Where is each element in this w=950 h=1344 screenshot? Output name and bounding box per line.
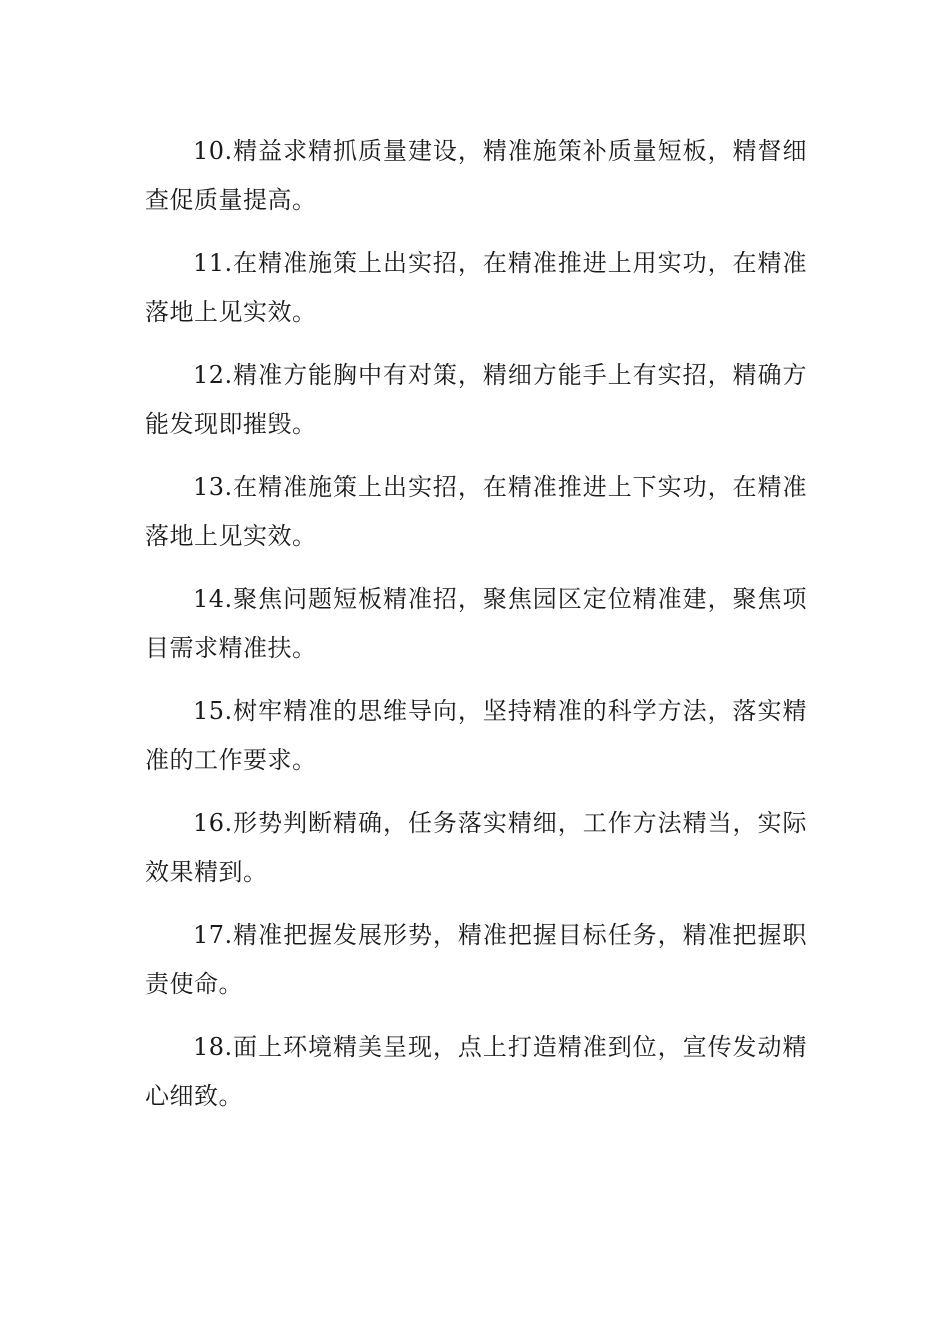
paragraph-number: 13. <box>193 473 233 501</box>
paragraph-18 <box>145 1023 807 1121</box>
paragraph-number: 10. <box>193 137 233 165</box>
paragraph-number: 15. <box>193 697 233 725</box>
paragraph-text: 树牢精准的思维导向，坚持精准的科学方法，落实精准的工作要求。 <box>145 697 807 774</box>
paragraph-text: 在精准施策上出实招，在精准推进上下实功，在精准落地上见实效。 <box>145 473 807 550</box>
paragraph-text: 面上环境精美呈现，点上打造精准到位，宣传发动精心细致。 <box>145 1033 807 1110</box>
paragraph-text: 精益求精抓质量建设，精准施策补质量短板，精督细查促质量提高。 <box>145 137 807 214</box>
paragraph-text: 精准方能胸中有对策，精细方能手上有实招，精确方能发现即摧毁。 <box>145 361 807 438</box>
paragraph-text: 聚焦问题短板精准招，聚焦园区定位精准建，聚焦项目需求精准扶。 <box>145 585 807 662</box>
paragraph-text: 在精准施策上出实招，在精准推进上用实功，在精准落地上见实效。 <box>145 249 807 326</box>
paragraph-text: 形势判断精确，任务落实精细，工作方法精当，实际效果精到。 <box>145 809 807 886</box>
paragraph-number: 12. <box>193 361 233 389</box>
paragraph-17 <box>145 911 807 1009</box>
paragraph-13 <box>145 463 807 561</box>
paragraph-number: 18. <box>193 1033 233 1061</box>
paragraph-text: 精准把握发展形势，精准把握目标任务，精准把握职责使命。 <box>145 921 807 998</box>
document-body <box>145 127 807 1135</box>
paragraph-number: 16. <box>193 809 233 837</box>
paragraph-number: 11. <box>193 249 233 277</box>
paragraph-16 <box>145 799 807 897</box>
paragraph-number: 14. <box>193 585 233 613</box>
paragraph-10 <box>145 127 807 225</box>
paragraph-14 <box>145 575 807 673</box>
paragraph-11 <box>145 239 807 337</box>
paragraph-number: 17. <box>193 921 233 949</box>
paragraph-12 <box>145 351 807 449</box>
paragraph-15 <box>145 687 807 785</box>
